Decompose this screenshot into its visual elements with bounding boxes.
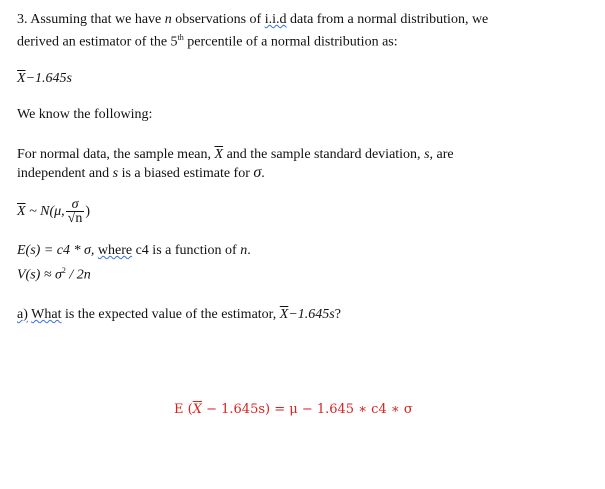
normal-note [17, 146, 597, 183]
note-xbar: $\overline{X}$ [214, 147, 224, 162]
note-d: independent and [17, 166, 110, 181]
question-mark: ? [334, 307, 341, 322]
question-a [17, 306, 341, 324]
answer-xbar: $\overline{X}$ [192, 402, 202, 417]
expected-s-formula [17, 242, 251, 260]
answer-b: − 1.645s) = μ − 1.645 ∗ c4 ∗ σ [206, 402, 413, 417]
note-c: , are [429, 147, 454, 162]
question-what: What [31, 307, 62, 322]
frac-numerator: σ [66, 198, 85, 212]
iid-term: i.i.d [264, 12, 287, 27]
intro-text-c: data from a normal distribution, we [289, 12, 489, 27]
problem-statement [17, 11, 597, 52]
line2-text-b: percentile of a normal distribution as: [187, 34, 398, 50]
n-variable: n [164, 12, 172, 27]
sigma-over-root-n [66, 198, 85, 226]
estimator-rest: −1.645s [25, 71, 72, 86]
es-b: c4 is a function of [135, 243, 237, 258]
es-where: where [97, 243, 133, 258]
xbar-symbol: $\overline{X}$ [17, 71, 26, 86]
note-b: and the sample standard deviation, [226, 147, 421, 162]
problem-number: 3. [17, 12, 28, 27]
note-a: For normal data, the sample mean, [17, 147, 211, 162]
estimator-formula [17, 70, 72, 88]
question-label: a) [17, 307, 28, 322]
intro-text-a: Assuming that we have [30, 12, 162, 27]
line2-text-a: derived an estimator of the 5 [17, 34, 178, 50]
variance-s-formula [17, 262, 91, 285]
note-end: . [261, 166, 265, 181]
frac-denominator: √n [67, 211, 83, 226]
es-end: . [247, 243, 251, 258]
dist-mid: ~ N(μ, [29, 204, 65, 220]
answer-a: E ( [174, 402, 193, 417]
know-heading: We know the following: [17, 107, 153, 122]
note-s1: s [424, 147, 430, 162]
question-rest: −1.645s [288, 307, 335, 322]
question-xbar: $\overline{X}$ [279, 307, 289, 322]
dist-xbar: $\overline{X}$ [17, 204, 26, 220]
note-s2: s [112, 166, 119, 181]
dist-close: ) [85, 204, 91, 220]
vs-a: V(s) ≈ σ [17, 267, 62, 283]
note-sigma: σ [253, 164, 262, 181]
es-n: n [240, 243, 248, 258]
question-text: is the expected value of the estimator, [64, 307, 277, 322]
distribution-formula [17, 198, 90, 226]
vs-b: / 2n [69, 267, 91, 283]
ordinal-suffix: th [177, 33, 184, 42]
intro-text-b: observations of [175, 12, 262, 27]
answer-formula [174, 401, 413, 419]
es-a: E(s) = c4 * σ, [17, 243, 95, 258]
note-e: is a biased estimate for [121, 166, 250, 181]
vs-sup: 2 [61, 266, 66, 275]
